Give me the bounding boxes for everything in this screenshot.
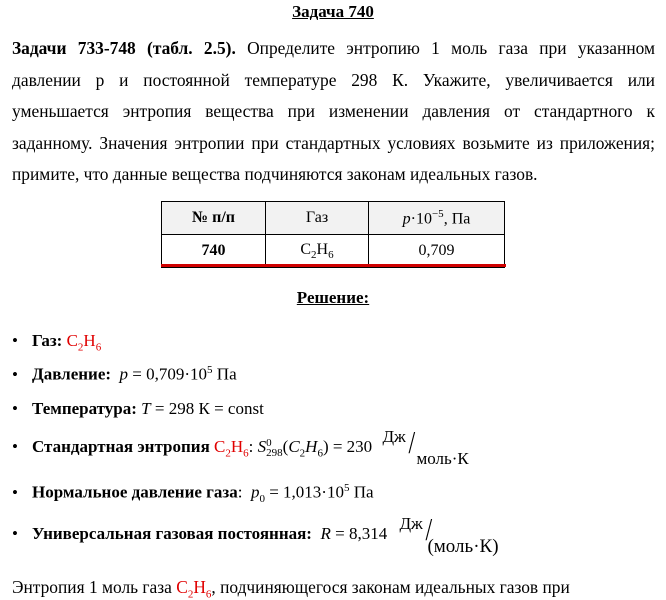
cell-gas: $C_2H_6$ <box>266 235 369 268</box>
bullet-standard-entropy: • Стандартная энтропия $C_2H_6$: S0 $298(C_2H_6) = 230$ Дж / моль·К <box>12 426 469 468</box>
problem-range: Задачи 733-748 (табл. 2.5). <box>12 38 236 58</box>
solution-title: Решение: <box>296 288 370 307</box>
continuation-text: Энтропия 1 моль газа $C_2H_6$, подчиняющегося законам идеальных газов при <box>12 577 570 600</box>
page-title: Задача 740 <box>292 2 374 21</box>
cell-number: 740 <box>162 235 266 268</box>
problem-statement <box>12 33 655 191</box>
data-table <box>161 201 505 268</box>
header-number: № п/п <box>162 202 266 235</box>
cell-pressure: 0,709 <box>369 235 505 268</box>
bullet-normal-pressure: • Нормальное давление газа: $p_0 = 1,013\cdot 10^5$ Па <box>12 482 374 506</box>
bullet-temperature: • Температура: T = 298 К = const <box>12 399 264 418</box>
table-red-underline <box>161 264 506 267</box>
header-gas: Газ <box>266 202 369 235</box>
header-pressure: $p\cdot 10^{-5}$, Па <box>369 202 505 235</box>
problem-text: Определите энтропию 1 моль газа при указанном давлении p и постоянной температуре 298 К. Укажите, увеличивается или уменьшается энтропия вещества при изменении давления от стандартного к заданному. Значения энтропии при стандартных условиях возьмите из приложения; примите, что данные вещества подчиняются законам идеальных газов. <box>12 38 655 184</box>
bullet-gas: • Газ: $C_2H_6$ <box>12 331 102 354</box>
bullet-gas-constant: • Универсальная газовая постоянная: R = 8,314 Дж / (моль·К) <box>12 513 499 557</box>
table-header-row <box>162 202 505 235</box>
table-row <box>162 235 505 268</box>
bullet-pressure: • Давление: $p = 0,709\cdot 10^5$ Па <box>12 364 237 384</box>
